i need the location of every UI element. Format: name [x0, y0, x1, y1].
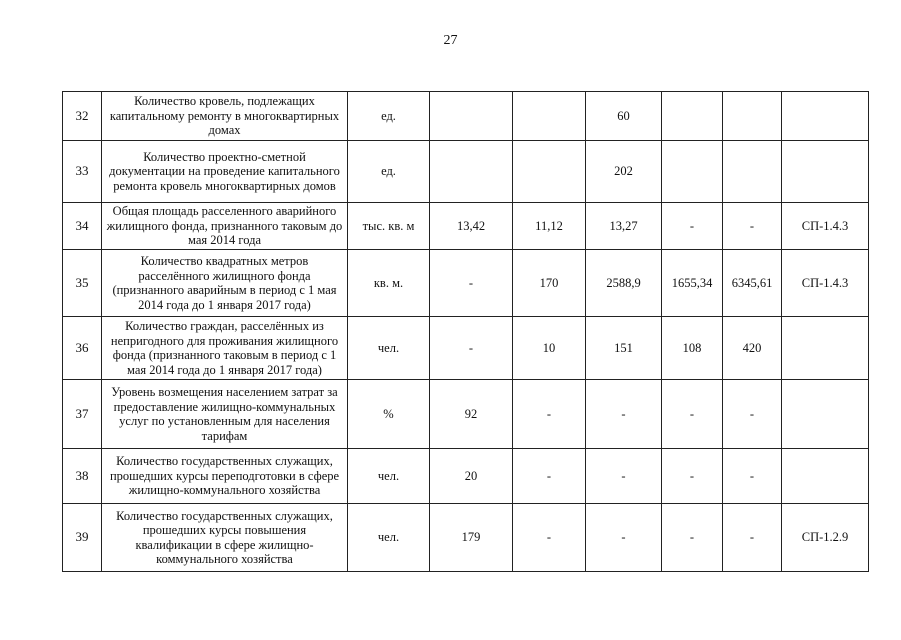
value-cell	[723, 92, 782, 141]
unit-cell: чел.	[348, 449, 430, 504]
table-row	[63, 92, 869, 141]
indicators-table	[62, 91, 869, 572]
table-row	[63, 449, 869, 504]
value-cell: -	[586, 380, 662, 449]
value-cell: 170	[513, 250, 586, 317]
table-row	[63, 141, 869, 203]
unit-cell: тыс. кв. м	[348, 203, 430, 250]
row-number: 38	[63, 449, 102, 504]
value-cell	[723, 141, 782, 203]
value-cell: -	[430, 250, 513, 317]
reference-cell	[782, 317, 869, 380]
value-cell: 1655,34	[662, 250, 723, 317]
value-cell: -	[662, 504, 723, 572]
row-number: 35	[63, 250, 102, 317]
value-cell: 202	[586, 141, 662, 203]
value-cell: 2588,9	[586, 250, 662, 317]
value-cell: -	[430, 317, 513, 380]
value-cell: 6345,61	[723, 250, 782, 317]
value-cell: -	[662, 380, 723, 449]
value-cell: -	[723, 449, 782, 504]
reference-cell: СП-1.4.3	[782, 203, 869, 250]
reference-cell	[782, 92, 869, 141]
value-cell: 60	[586, 92, 662, 141]
indicator-name: Количество государственных служащих, прошедших курсы переподготовки в сфере жилищно-коммунального хозяйства	[102, 449, 348, 504]
indicator-name: Общая площадь расселенного аварийного жилищного фонда, признанного таковым до мая 2014 года	[102, 203, 348, 250]
value-cell	[430, 141, 513, 203]
reference-cell: СП-1.2.9	[782, 504, 869, 572]
row-number: 33	[63, 141, 102, 203]
table-row	[63, 250, 869, 317]
value-cell: 151	[586, 317, 662, 380]
value-cell: -	[513, 449, 586, 504]
value-cell: 108	[662, 317, 723, 380]
page-number: 27	[443, 33, 458, 48]
table-row	[63, 317, 869, 380]
value-cell: -	[586, 504, 662, 572]
value-cell: -	[662, 449, 723, 504]
indicator-name: Количество проектно-сметной документации на проведение капитального ремонта кровель многоквартирных домов	[102, 141, 348, 203]
unit-cell: ед.	[348, 92, 430, 141]
row-number: 34	[63, 203, 102, 250]
value-cell	[662, 92, 723, 141]
value-cell: -	[723, 380, 782, 449]
value-cell: -	[513, 380, 586, 449]
value-cell: 179	[430, 504, 513, 572]
value-cell: -	[723, 504, 782, 572]
reference-cell	[782, 449, 869, 504]
unit-cell: чел.	[348, 317, 430, 380]
table-row	[63, 504, 869, 572]
value-cell: 13,27	[586, 203, 662, 250]
indicator-name: Количество государственных служащих, прошедших курсы повышения квалификации в сфере жилищно-коммунального хозяйства	[102, 504, 348, 572]
table-row	[63, 380, 869, 449]
row-number: 37	[63, 380, 102, 449]
value-cell: -	[513, 504, 586, 572]
reference-cell	[782, 141, 869, 203]
unit-cell: чел.	[348, 504, 430, 572]
value-cell: 92	[430, 380, 513, 449]
value-cell: 11,12	[513, 203, 586, 250]
value-cell: 13,42	[430, 203, 513, 250]
indicator-name: Уровень возмещения населением затрат за предоставление жилищно-коммунальных услуг по установленным для населения тарифам	[102, 380, 348, 449]
value-cell	[430, 92, 513, 141]
value-cell: 10	[513, 317, 586, 380]
value-cell	[513, 141, 586, 203]
indicator-name: Количество квадратных метров расселённого жилищного фонда (признанного аварийным в период с 1 мая 2014 года до 1 января 2017 года)	[102, 250, 348, 317]
reference-cell	[782, 380, 869, 449]
value-cell: -	[662, 203, 723, 250]
unit-cell: ед.	[348, 141, 430, 203]
unit-cell: кв. м.	[348, 250, 430, 317]
indicator-name: Количество граждан, расселённых из непригодного для проживания жилищного фонда (признанного таковым в период с 1 мая 2014 года до 1 января 2017 года)	[102, 317, 348, 380]
value-cell: -	[723, 203, 782, 250]
row-number: 32	[63, 92, 102, 141]
value-cell: 420	[723, 317, 782, 380]
value-cell: -	[586, 449, 662, 504]
value-cell	[662, 141, 723, 203]
unit-cell: %	[348, 380, 430, 449]
row-number: 39	[63, 504, 102, 572]
row-number: 36	[63, 317, 102, 380]
value-cell: 20	[430, 449, 513, 504]
reference-cell: СП-1.4.3	[782, 250, 869, 317]
value-cell	[513, 92, 586, 141]
table-row	[63, 203, 869, 250]
indicator-name: Количество кровель, подлежащих капитальному ремонту в многоквартирных домах	[102, 92, 348, 141]
